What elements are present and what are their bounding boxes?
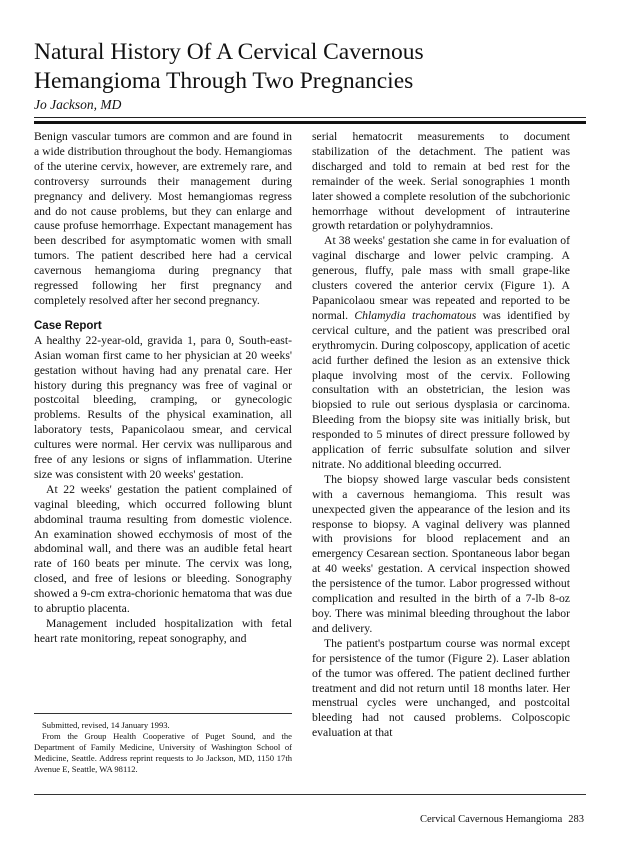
footnote-affiliation: From the Group Health Cooperative of Puget Sound, and the Department of Family Medicine, University of Washington School of Medicine, Seattle. Address reprint requests to Jo Jackson, MD, 1150 17th Avenue E, Seattle, WA 98112. [34, 731, 292, 774]
footnote-rule [34, 713, 292, 714]
right-paragraph-4: The patient's postpartum course was normal except for persistence of the tumor (Figure 2). Laser ablation of the tumor was offered. The patient declined further treatment and did not return until 18 months later. Her menstrual cycles were unchanged, and postcoital bleeding had not caused problems. Colposcopic evaluation at that [312, 636, 570, 740]
right-column [312, 130, 570, 741]
organism-name: Chlamydia trachomatous [354, 308, 477, 322]
left-column [34, 130, 292, 647]
section-heading: Case Report [34, 319, 102, 332]
footnote-submitted: Submitted, revised, 14 January 1993. [42, 720, 170, 730]
title-line-2: Hemangioma Through Two Pregnancies [34, 68, 414, 94]
footnote [34, 720, 292, 775]
page-number: 283 [568, 814, 584, 825]
right-paragraph-1: serial hematocrit measurements to document stabilization of the detachment. The patient was discharged and told to remain at bed rest for the remainder of the week. Serial sonographies 1 month later showed a complete resolution of the subchorionic hemorrhage without development of intrauterine growth retardation or polyhydramnios. [312, 130, 570, 233]
header-rule-thin [34, 117, 586, 118]
footer-rule [34, 794, 586, 795]
running-title: Cervical Cavernous Hemangioma [419, 814, 563, 825]
right-paragraph-2-a: At 38 weeks' gestation she came in for evaluation of vaginal discharge and lower pelvic cramping. A generous, fluffy, pale mass with small grape-like clusters covered the anterior cervix (Figure 1). A Papanicolaou smear was repeated and reported to be normal. [312, 234, 570, 322]
running-footer [414, 814, 584, 825]
case-paragraph-1: A healthy 22-year-old, gravida 1, para 0, South-east-Asian woman first came to her physician at 20 weeks' gestation without having had any prenatal care. Her history during this pregnancy was free of vaginal or postcoital bleeding, cramping, or gynecologic problems. Results of the physical examination, all laboratory tests, Papanicolaou smear, and cervical cultures were normal. Her cervix was nulliparous and free of any lesions or signs of inflammation. Uterine size was consistent with 20 weeks' gestation. [34, 333, 292, 481]
case-paragraph-2: At 22 weeks' gestation the patient complained of vaginal bleeding, which occurred following blunt abdominal trauma resulting from domestic violence. An examination showed ecchymosis of most of the abdominal wall, and there was an audible fetal heart rate of 160 beats per minute. The cervix was long, closed, and free of lesions or bleeding. Sonography showed a 9-cm extra-chorionic hematoma that was due to abruptio placenta. [34, 482, 293, 616]
right-paragraph-2 [312, 234, 570, 473]
case-paragraph-3: Management included hospitalization with fetal heart rate monitoring, repeat sonography, and [34, 617, 292, 645]
article-title [34, 38, 594, 96]
right-paragraph-3: The biopsy showed large vascular beds consistent with a cavernous hemangioma. This result was unexpected given the appearance of the lesion and its response to biopsy. A vaginal delivery was planned with provisions for blood replacement and an emergency Cesarean section. Spontaneous labor began at 40 weeks' gestation. A cervical inspection showed the persistence of the tumor. Labor progressed without complication and resulted in the birth of a 7-lb 8-oz boy. There was minimal bleeding throughout the labor and delivery. [312, 472, 570, 635]
title-line-1: Natural History Of A Cervical Cavernous [34, 39, 424, 65]
abstract-paragraph: Benign vascular tumors are common and are found in a wide distribution throughout the body. Hemangiomas of the uterine cervix, however, are extremely rare, and controversy surrounds their management during pregnancy and delivery. Most hemangiomas regress and do not cause problems, but they can enlarge and cause profuse hemorrhage. Expectant management has been described for asymptomatic women with small tumors. The patient described here had a cervical cavernous hemangioma during pregnancy that regressed following her first pregnancy and completely resolved after her second pregnancy. [34, 130, 292, 307]
right-paragraph-2-b: was identified by cervical culture, and the patient was prescribed oral erythromycin. During colposcopy, application of acetic acid further defined the lesion as an extensive thick plaque involving most of the cervix. Following consultation with an obstetrician, the lesion was biopsied to rule out serious dysplasia or carcinoma. Bleeding from the biopsy site was initially brisk, but responded to 5 minutes of direct pressure followed by application of ferric subsulfate solution and silver nitrate. No additional bleeding occurred. [312, 308, 570, 471]
author-byline: Jo Jackson, MD [34, 97, 122, 112]
header-rule-thick [34, 121, 586, 124]
